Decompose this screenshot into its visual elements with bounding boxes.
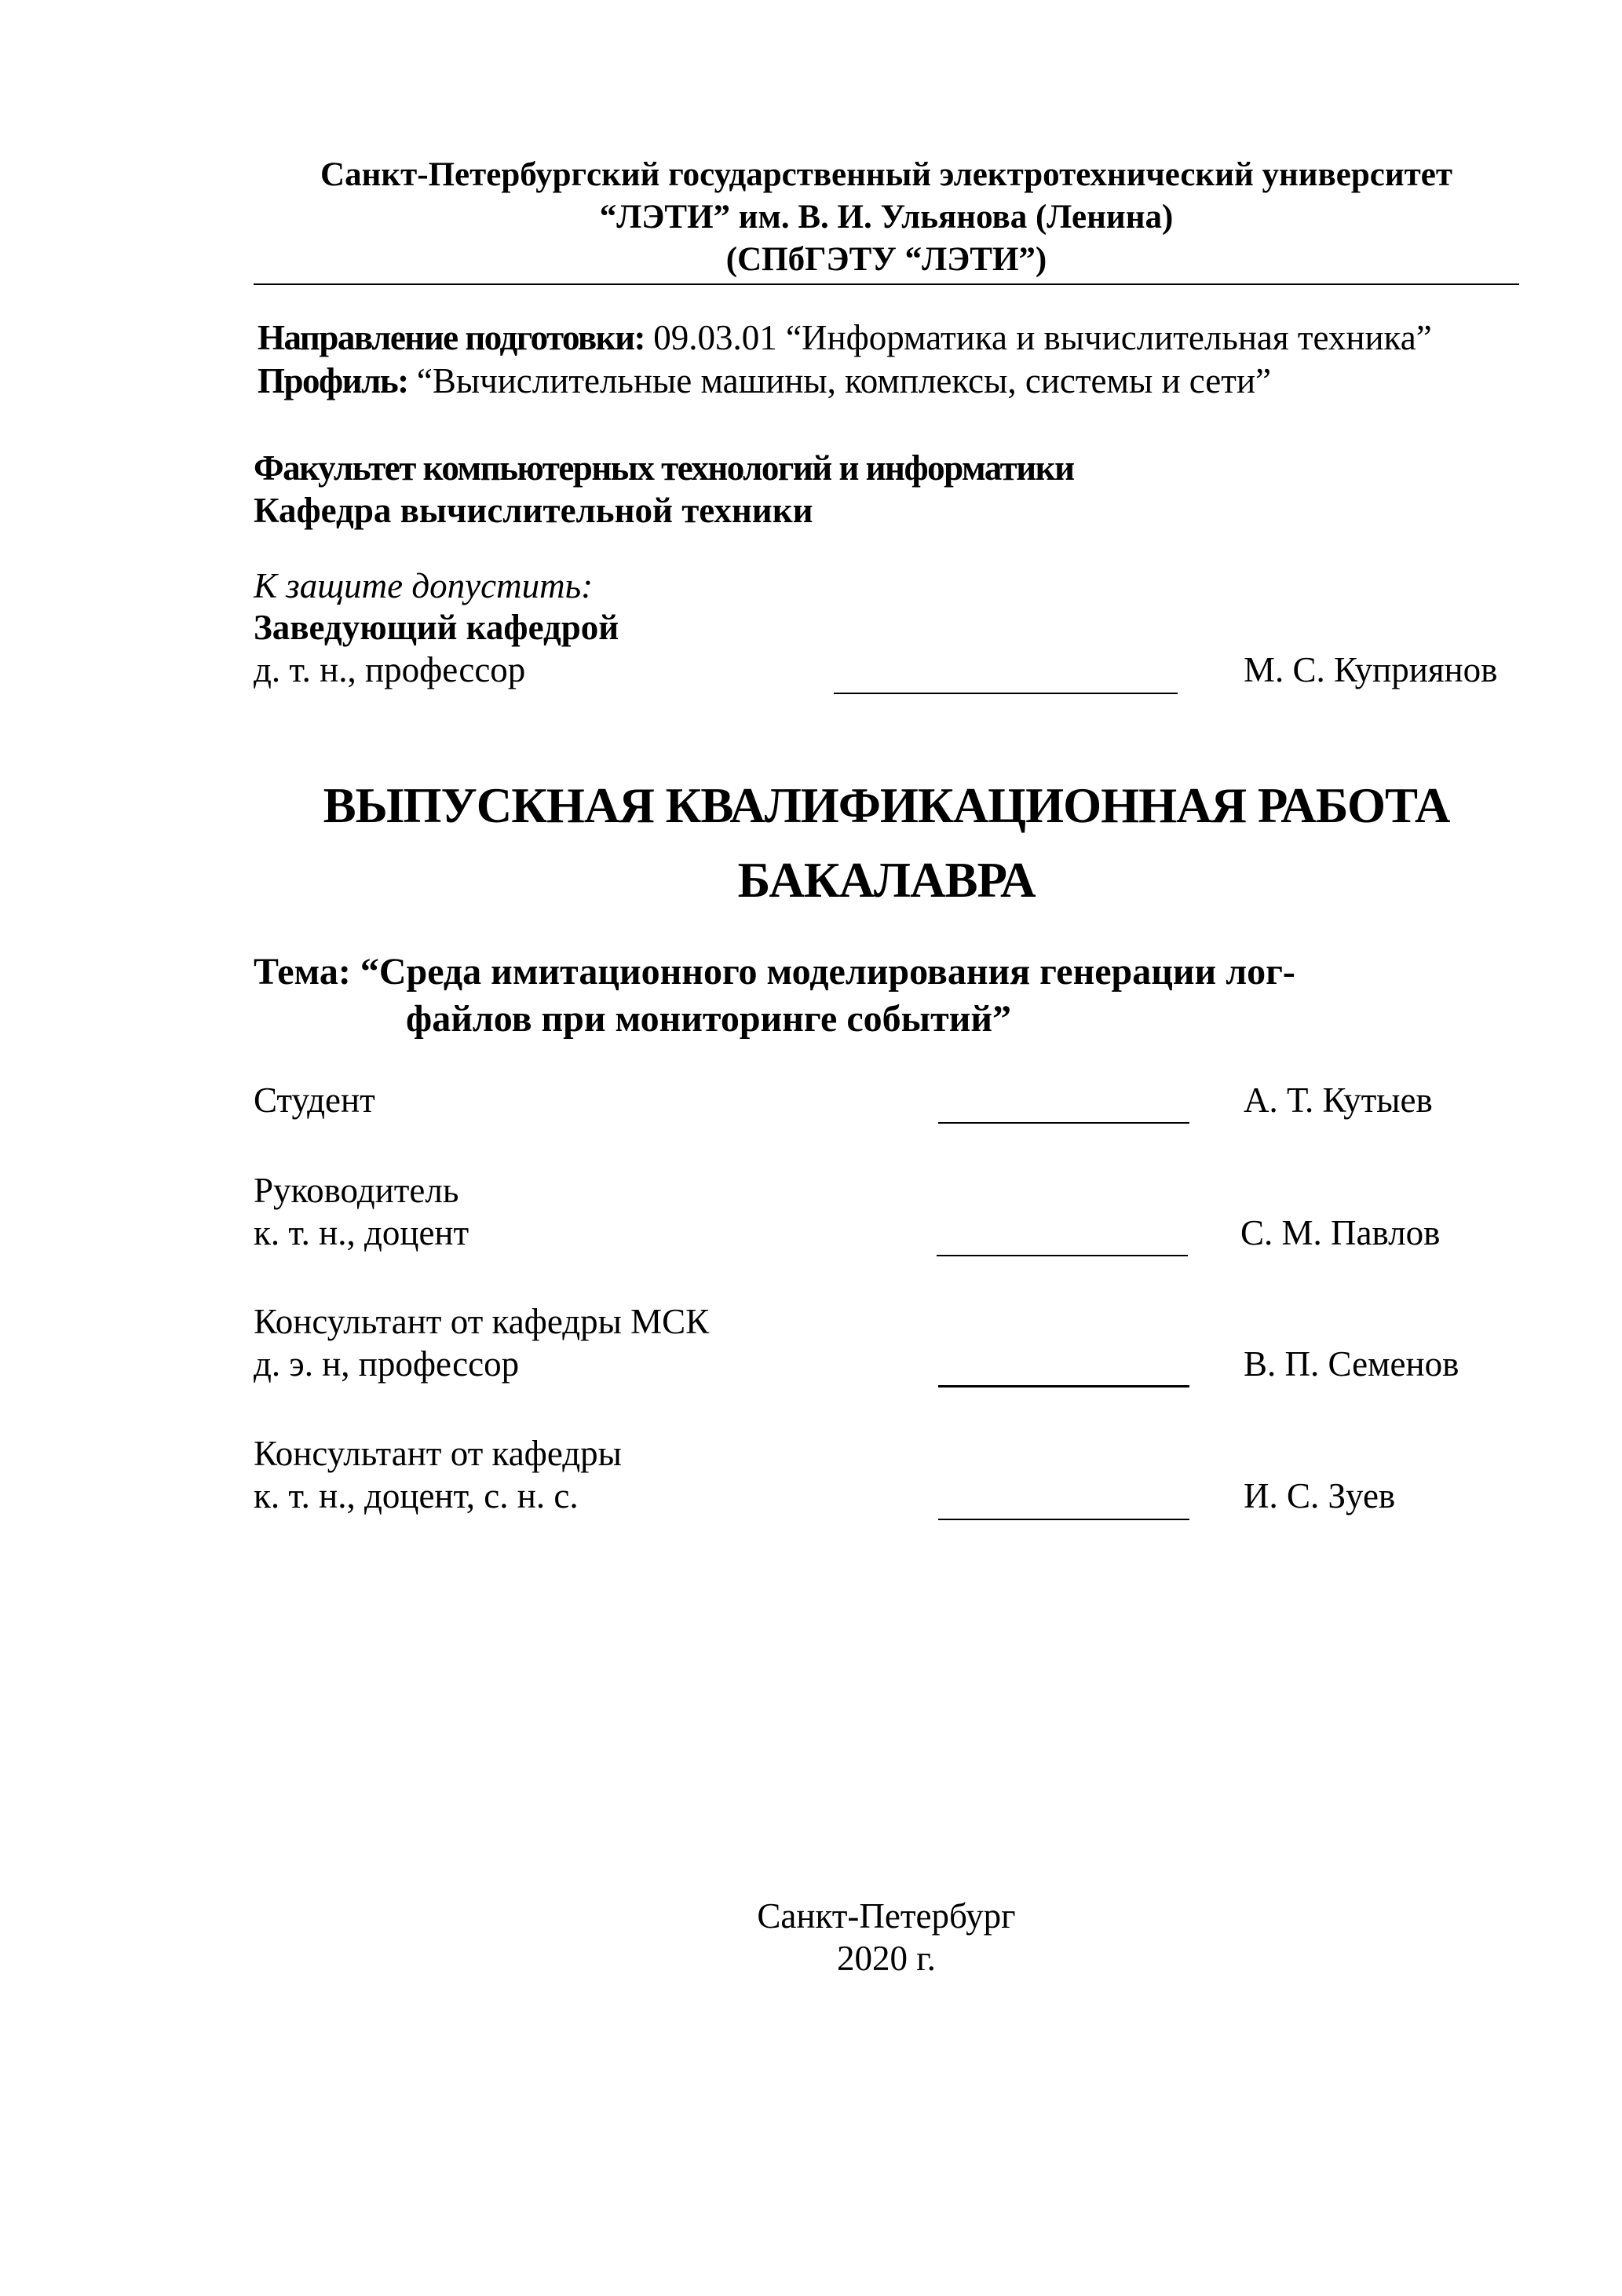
document-title: ВЫПУСКНАЯ КВАЛИФИКАЦИОННАЯ РАБОТА bbox=[323, 778, 1450, 833]
approval-degree: д. т. н., профессор bbox=[254, 650, 526, 689]
footer-year: 2020 г. bbox=[837, 1939, 936, 1978]
approval-caption: К защите допустить: bbox=[254, 566, 594, 605]
footer-city: Санкт-Петербург bbox=[757, 1896, 1016, 1936]
consultant-dept-role: Консультант от кафедры bbox=[254, 1434, 622, 1473]
supervisor-name: С. М. Павлов bbox=[1240, 1213, 1441, 1252]
department-name: Кафедра вычислительной техники bbox=[254, 491, 813, 530]
document-title-line-2: БАКАЛАВРА bbox=[737, 853, 1036, 908]
supervisor-role: Руководитель bbox=[254, 1171, 459, 1210]
topic-line-1: Тема: “Среда имитационного моделирования генерации лог- bbox=[254, 951, 1295, 993]
consultant-msk-signature-line bbox=[938, 1385, 1189, 1387]
approval-name: М. С. Куприянов bbox=[1244, 650, 1498, 689]
supervisor-signature-line bbox=[937, 1255, 1188, 1256]
header-divider bbox=[254, 283, 1519, 285]
approval-role: Заведующий кафедрой bbox=[254, 608, 619, 647]
consultant-dept-signature-line bbox=[938, 1519, 1189, 1520]
supervisor-degree: к. т. н., доцент bbox=[254, 1213, 469, 1252]
faculty-name: Факультет компьютерных технологий и информатики bbox=[254, 448, 1074, 488]
direction-line bbox=[258, 317, 1432, 358]
consultant-msk-name: В. П. Семенов bbox=[1244, 1344, 1459, 1384]
consultant-dept-degree: к. т. н., доцент, с. н. с. bbox=[254, 1476, 579, 1515]
student-role: Студент bbox=[254, 1080, 375, 1120]
approval-signature-line bbox=[834, 693, 1178, 694]
profile-line bbox=[258, 360, 1271, 401]
university-short-name: “ЛЭТИ” им. В. И. Ульянова (Ленина) bbox=[599, 199, 1174, 236]
student-signature-line bbox=[938, 1122, 1189, 1124]
profile-label: Профиль: bbox=[258, 361, 408, 400]
direction-value: 09.03.01 “Информатика и вычислительная техника” bbox=[645, 318, 1432, 357]
university-name: Санкт-Петербургский государственный электротехнический университет bbox=[320, 156, 1452, 193]
direction-label: Направление подготовки: bbox=[258, 318, 645, 357]
consultant-dept-name: И. С. Зуев bbox=[1244, 1476, 1396, 1515]
profile-value: “Вычислительные машины, комплексы, системы и сети” bbox=[407, 361, 1272, 400]
university-abbreviation: (СПбГЭТУ “ЛЭТИ”) bbox=[725, 241, 1047, 278]
topic-line-2: файлов при мониторинге событий” bbox=[406, 998, 1011, 1040]
consultant-msk-role: Консультант от кафедры МСК bbox=[254, 1302, 710, 1341]
student-name: А. Т. Кутыев bbox=[1244, 1080, 1433, 1120]
consultant-msk-degree: д. э. н, профессор bbox=[254, 1344, 520, 1384]
